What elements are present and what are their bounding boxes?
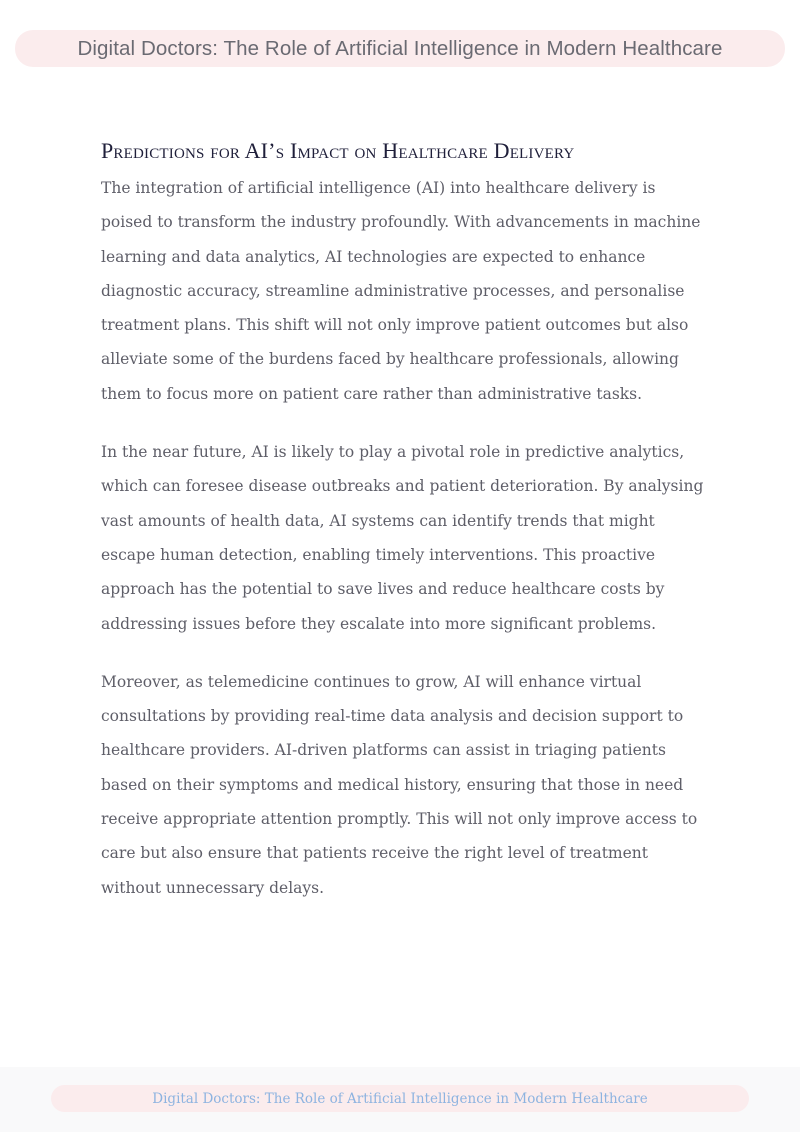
header-title: Digital Doctors: The Role of Artificial Intelligence in Modern Healthcare [77, 36, 723, 60]
section-heading: Predictions for AI’s Impact on Healthcare Delivery [101, 138, 575, 163]
main-content [101, 136, 705, 929]
paragraph-1: The integration of artificial intelligence (AI) into healthcare delivery is poised to transform the industry profoundly. With advancements in machine learning and data analytics, AI technologies are expected to enhance diagnostic accuracy, streamline administrative processes, and personalise treatment plans. This shift will not only improve patient outcomes but also alleviate some of the burdens faced by healthcare professionals, allowing them to focus more on patient care rather than administrative tasks. [101, 179, 701, 403]
paragraph-2: In the near future, AI is likely to play a pivotal role in predictive analytics, which can foresee disease outbreaks and patient deterioration. By analysing vast amounts of health data, AI systems can identify trends that might escape human detection, enabling timely interventions. This proactive approach has the potential to save lives and reduce healthcare costs by addressing issues before they escalate into more significant problems. [101, 443, 704, 633]
footer-pill [51, 1085, 749, 1112]
page-header [15, 30, 785, 67]
paragraph-3: Moreover, as telemedicine continues to grow, AI will enhance virtual consultations by providing real-time data analysis and decision support to healthcare providers. AI-driven platforms can assist in triaging patients based on their symptoms and medical history, ensuring that those in need receive appropriate attention promptly. This will not only improve access to care but also ensure that patients receive the right level of treatment without unnecessary delays. [101, 672, 698, 897]
footer-title: Digital Doctors: The Role of Artificial Intelligence in Modern Healthcare [152, 1090, 648, 1107]
